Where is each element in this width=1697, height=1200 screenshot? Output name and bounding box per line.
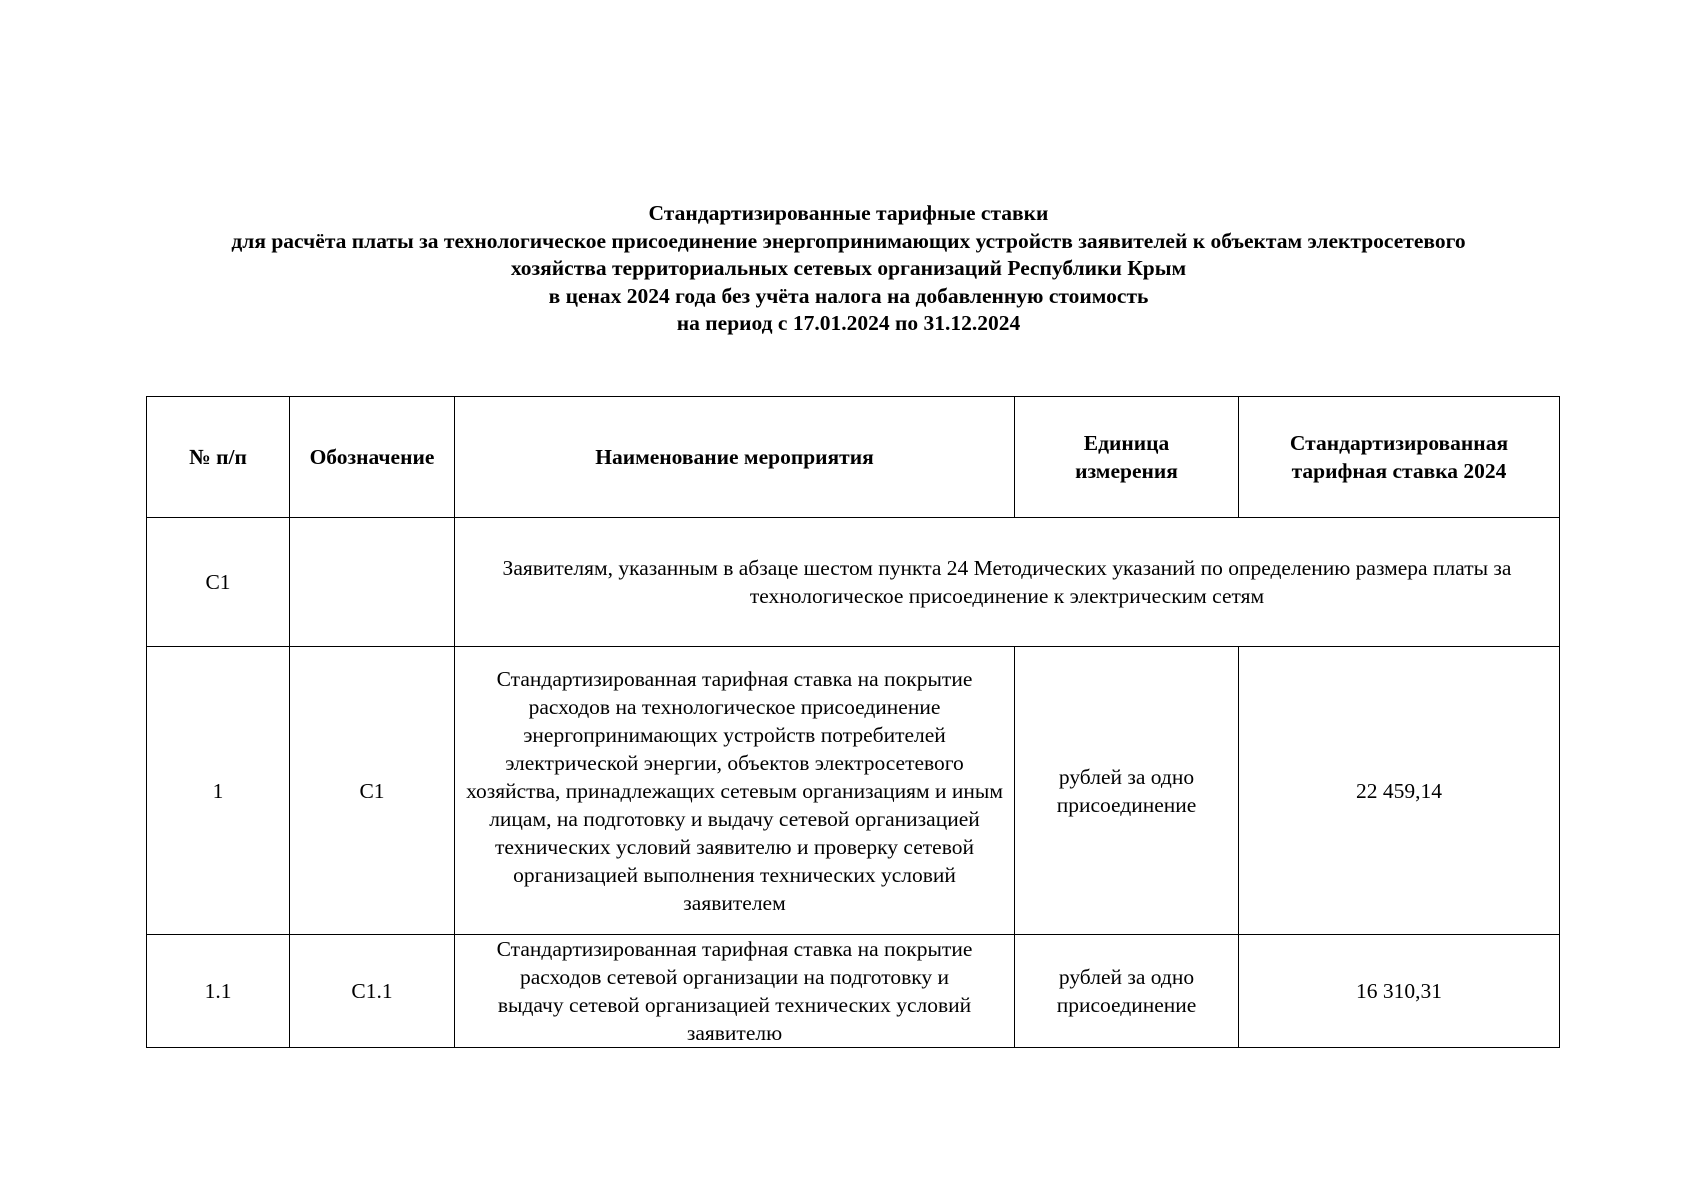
row-designation: С1.1: [290, 935, 455, 1048]
heading-period: на период с 17.01.2024 по 31.12.2024: [676, 311, 1021, 335]
row-rate: 22 459,14: [1239, 647, 1560, 935]
tariff-rates-table: [146, 396, 1560, 1048]
section-description: Заявителям, указанным в абзаце шестом пункта 24 Методических указаний по определению размера платы за технологическое присоединение к электрическим сетям: [455, 518, 1560, 647]
table-header-row: [147, 397, 1560, 518]
row-name: Стандартизированная тарифная ставка на покрытие расходов сетевой организации на подготовку и выдачу сетевой организацией технических условий заявителю: [455, 935, 1015, 1048]
header-name: Наименование мероприятия: [455, 397, 1015, 518]
table-row: [147, 647, 1560, 935]
table-row: [147, 935, 1560, 1048]
row-unit: рублей за одно присоединение: [1015, 647, 1239, 935]
heading-title: Стандартизированные тарифные ставки: [648, 201, 1049, 225]
table-section-row: [147, 518, 1560, 647]
section-number: С1: [147, 518, 290, 647]
row-rate: 16 310,31: [1239, 935, 1560, 1048]
row-number: 1.1: [147, 935, 290, 1048]
row-name: Стандартизированная тарифная ставка на покрытие расходов на технологическое присоединение энергопринимающих устройств потребителей электрической энергии, объектов электросетевого хозяйства, принадлежащих сетевым организациям и иным лицам, на подготовку и выдачу сетевой организацией технических условий заявителю и проверку сетевой организацией выполнения технических условий заявителем: [455, 647, 1015, 935]
section-designation: [290, 518, 455, 647]
row-unit: рублей за одно присоединение: [1015, 935, 1239, 1048]
heading-subtitle-line-2: хозяйства территориальных сетевых организаций Республики Крым: [510, 256, 1187, 280]
header-designation: Обозначение: [290, 397, 455, 518]
header-unit: Единица измерения: [1015, 397, 1239, 518]
heading-subtitle-line-1: для расчёта платы за технологическое присоединение энергопринимающих устройств заявителей к объектам электросетевого: [231, 228, 1466, 253]
row-number: 1: [147, 647, 290, 935]
header-rate: Стандартизированная тарифная ставка 2024: [1239, 397, 1560, 518]
heading-price-basis: в ценах 2024 года без учёта налога на добавленную стоимость: [548, 283, 1149, 308]
document-heading: [0, 200, 1697, 338]
row-designation: С1: [290, 647, 455, 935]
header-number: № п/п: [147, 397, 290, 518]
